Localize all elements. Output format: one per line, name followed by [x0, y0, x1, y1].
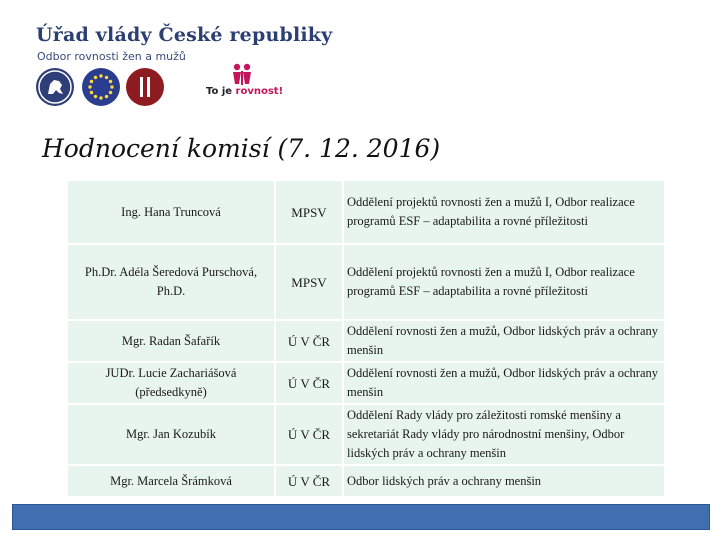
table-row: [68, 466, 664, 496]
commission-table: [66, 179, 666, 498]
org-subtitle: Odbor rovnosti žen a mužů: [37, 50, 186, 63]
member-department: Oddělení rovnosti žen a mužů, Odbor lidských práv a ochrany menšin: [344, 363, 664, 403]
member-institution: Ú V ČR: [276, 321, 342, 361]
eu-star-icon: [88, 85, 91, 88]
member-institution: Ú V ČR: [276, 363, 342, 403]
eu-star-icon: [105, 76, 108, 79]
member-name: Mgr. Marcela Šrámková: [68, 466, 274, 496]
eu-star-icon: [99, 96, 102, 99]
eu-star-icon: [90, 91, 93, 94]
member-institution: MPSV: [276, 181, 342, 243]
member-institution: Ú V ČR: [276, 405, 342, 464]
member-department: Oddělení Rady vlády pro záležitosti romské menšiny a sekretariát Rady vlády pro národnostní menšiny, Odbor lidských práv a ochrany menšin: [344, 405, 664, 464]
table-row: [68, 245, 664, 319]
eu-star-icon: [109, 91, 112, 94]
member-name: Ph.Dr. Adéla Šeredová Purschová, Ph.D.: [68, 245, 274, 319]
footer-bar: [12, 504, 710, 530]
member-name: JUDr. Lucie Zachariášová (předsedkyně): [68, 363, 274, 403]
czech-lion-logo: [36, 68, 74, 106]
eu-star-icon: [94, 76, 97, 79]
table-row: [68, 363, 664, 403]
member-name: Ing. Hana Truncová: [68, 181, 274, 243]
table-row: [68, 181, 664, 243]
member-department: Oddělení projektů rovnosti žen a mužů I, Odbor realizace programů ESF – adaptabilita a rovné příležitosti: [344, 245, 664, 319]
table-row: [68, 405, 664, 464]
eu-star-icon: [105, 95, 108, 98]
table-row: [68, 321, 664, 361]
eu-stars-logo: [82, 68, 120, 106]
eu-star-icon: [94, 95, 97, 98]
member-name: Mgr. Radan Šafařík: [68, 321, 274, 361]
eu-star-icon: [110, 85, 113, 88]
eu-star-icon: [109, 80, 112, 83]
page-title: Hodnocení komisí (7. 12. 2016): [42, 134, 441, 163]
esf-bars-logo: [126, 68, 164, 106]
eu-star-icon: [90, 80, 93, 83]
eu-star-icon: [99, 74, 102, 77]
member-department: Odbor lidských práv a ochrany menšin: [344, 466, 664, 496]
member-department: Oddělení rovnosti žen a mužů, Odbor lidských práv a ochrany menšin: [344, 321, 664, 361]
member-institution: Ú V ČR: [276, 466, 342, 496]
org-title: Úřad vlády České republiky: [36, 24, 333, 46]
member-institution: MPSV: [276, 245, 342, 319]
campaign-slogan: To je rovnost!: [206, 86, 284, 97]
member-name: Mgr. Jan Kozubík: [68, 405, 274, 464]
member-department: Oddělení projektů rovnosti žen a mužů I, Odbor realizace programů ESF – adaptabilita a rovné příležitosti: [344, 181, 664, 243]
